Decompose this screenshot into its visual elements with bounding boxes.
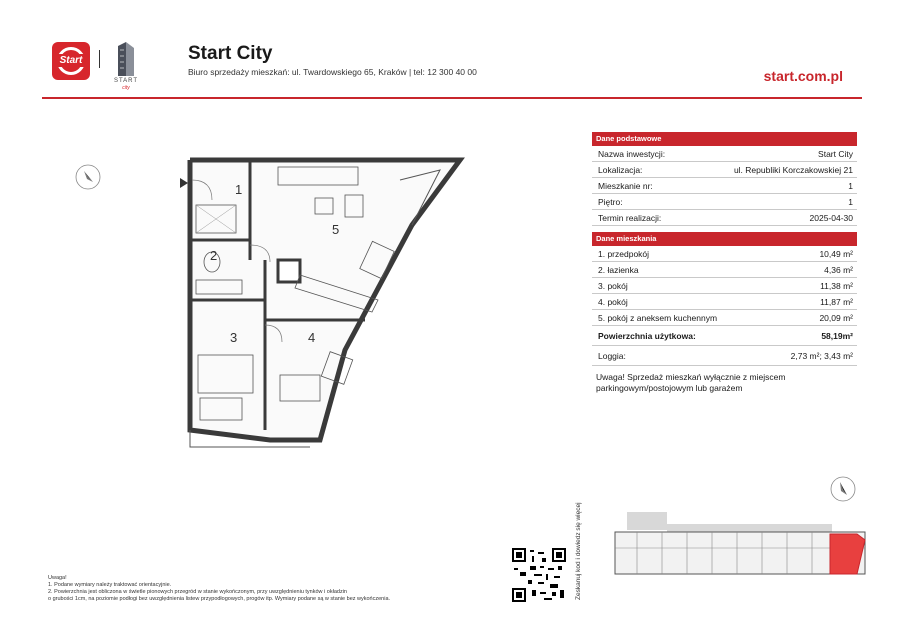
- qr-caption: Zeskanuj kod i dowiedz się więcej: [575, 502, 582, 600]
- room-label-1: 1: [235, 182, 243, 197]
- website-link[interactable]: start.com.pl: [763, 68, 843, 84]
- basic-label: Lokalizacja:: [598, 165, 643, 175]
- floor-plan-drawing: [150, 150, 480, 460]
- basic-row: [592, 194, 857, 210]
- footnote-line: 1. Podane wymiary należy traktować orientacyjnie.: [48, 582, 172, 588]
- room-row: [592, 246, 857, 262]
- loggia-value: 2,73 m²; 3,43 m²: [790, 351, 853, 361]
- building-key-plan: [607, 510, 872, 580]
- apartment-data-header: Dane mieszkania: [592, 232, 857, 246]
- footnote-line: o grubości 1cm, na poziomie podłogi bez uwzględnienia listew przypodłogowych, progów itp. Wymiary podane są w stanie bez wykończenia.: [48, 596, 391, 602]
- basic-row: [592, 178, 857, 194]
- room-area: 20,09 m²: [819, 313, 853, 323]
- room-label-3: 3: [230, 330, 238, 345]
- sales-office-info: Biuro sprzedaży mieszkań: ul. Twardowskiego 65, Kraków | tel: 12 300 40 00: [188, 67, 477, 77]
- room-label: 5. pokój z aneksem kuchennym: [598, 313, 718, 323]
- basic-label: Piętro:: [598, 197, 623, 207]
- page-header: [0, 0, 905, 100]
- compass-icon: [75, 164, 101, 190]
- basic-label: Mieszkanie nr:: [598, 181, 653, 191]
- total-area-label: Powierzchnia użytkowa:: [598, 331, 696, 341]
- room-area: 10,49 m²: [819, 249, 853, 259]
- header-divider: [42, 97, 862, 99]
- loggia-label: Loggia:: [598, 351, 626, 361]
- basic-label: Nazwa inwestycji:: [598, 149, 666, 159]
- basic-row: [592, 162, 857, 178]
- basic-label: Termin realizacji:: [598, 213, 662, 223]
- tower-logo-word: START: [113, 78, 139, 84]
- room-label: 3. pokój: [598, 281, 628, 291]
- footnote-title: Uwaga!: [48, 575, 67, 581]
- tower-logo-sub: city: [122, 85, 130, 91]
- total-area-value: 58,19m²: [821, 331, 853, 341]
- room-label-5: 5: [332, 222, 340, 237]
- room-area: 11,38 m²: [820, 281, 853, 291]
- footnote: [48, 575, 508, 603]
- basic-value: 2025-04-30: [809, 213, 853, 223]
- room-row: [592, 262, 857, 278]
- tower-icon: [108, 40, 144, 78]
- room-label-2: 2: [210, 248, 218, 263]
- sale-note: Uwaga! Sprzedaż mieszkań wyłącznie z miejscem parkingowym/postojowym lub garażem: [596, 372, 786, 393]
- room-label: 1. przedpokój: [598, 249, 650, 259]
- start-city-logo: [108, 40, 144, 94]
- mini-compass-icon: [830, 476, 856, 502]
- room-label: 4. pokój: [598, 297, 628, 307]
- qr-code[interactable]: [512, 548, 566, 602]
- total-area-row: [592, 326, 857, 346]
- room-area: 4,36 m²: [824, 265, 853, 275]
- logo-divider: [99, 50, 100, 68]
- room-row: [592, 310, 857, 326]
- basic-value: 1: [848, 181, 853, 191]
- loggia-row: [592, 346, 857, 366]
- room-label-4: 4: [308, 330, 316, 345]
- basic-row: [592, 146, 857, 162]
- room-label: 2. łazienka: [598, 265, 639, 275]
- start-logo[interactable]: [52, 42, 90, 80]
- page-title: Start City: [188, 43, 273, 64]
- footnote-line: 2. Powierzchnia jest obliczona w świetle pionowych przegród w stanie wykończonym, przy uwzględnieniu tynków i okładzin: [48, 589, 347, 595]
- room-row: [592, 278, 857, 294]
- logo-text: Start: [53, 54, 89, 67]
- basic-value: Start City: [818, 149, 853, 159]
- room-row: [592, 294, 857, 310]
- basic-value: 1: [848, 197, 853, 207]
- room-area: 11,87 m²: [820, 297, 853, 307]
- basic-row: [592, 210, 857, 226]
- basic-value: ul. Republiki Korczakowskiej 21: [733, 165, 853, 175]
- floor-plan: [150, 150, 480, 460]
- basic-data-header: Dane podstawowe: [592, 132, 857, 146]
- apartment-info-panel: [592, 132, 857, 394]
- building-key-plan-drawing: [607, 510, 872, 580]
